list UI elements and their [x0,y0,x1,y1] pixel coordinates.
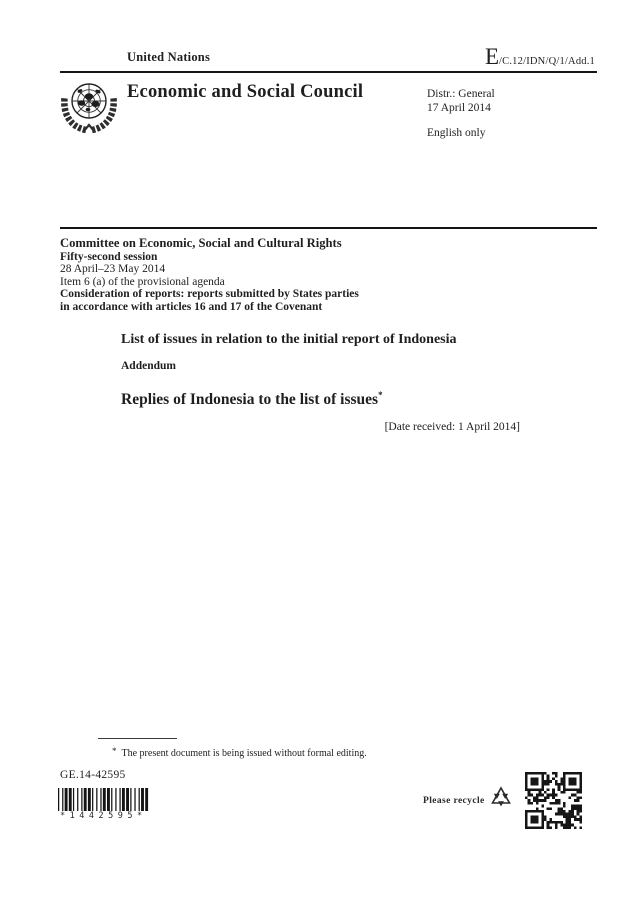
issue-date: 17 April 2014 [427,101,491,114]
document-title: List of issues in relation to the initial report of Indonesia [121,332,457,347]
recycle-note [423,783,514,809]
footnote-text: The present document is being issued without formal editing. [121,748,367,759]
document-symbol [485,44,595,70]
distribution-line: Distr.: General [427,88,495,100]
agenda-title-line1: Consideration of reports: reports submitted by States parties [60,288,359,301]
session-dates: 28 April–23 May 2014 [60,263,166,276]
agenda-item: Item 6 (a) of the provisional agenda [60,275,225,288]
footnote [112,746,367,759]
distribution-block [427,88,495,140]
addendum-label: Addendum [121,360,176,372]
org-name: United Nations [127,50,211,64]
footnote-separator [98,738,177,739]
session-name: Fifty-second session [60,251,158,263]
session-block [60,236,359,313]
footnote-reference-mark: * [378,390,383,400]
language-note: English only [427,126,486,139]
barcode-text: *1442595* [60,811,147,821]
subtitle-text: Replies of Indonesia to the list of issues [121,391,379,408]
recycle-label: Please recycle [423,795,485,806]
ge-number: GE.14-42595 [60,769,126,781]
committee-name: Committee on Economic, Social and Cultural Rights [60,236,342,250]
header-divider [60,71,597,73]
council-title: Economic and Social Council [127,82,364,102]
document-subtitle [121,390,383,409]
document-symbol-number: /C.12/IDN/Q/1/Add.1 [499,56,595,67]
un-emblem-icon [60,79,118,136]
agenda-title-line2: in accordance with articles 16 and 17 of the Covenant [60,300,323,313]
recycle-icon [488,783,514,809]
document-symbol-series: E [484,44,500,69]
barcode-bars-icon [58,788,162,811]
qr-code-icon [525,772,582,829]
footnote-marker: * [112,746,117,756]
section-divider [60,227,597,229]
date-received: [Date received: 1 April 2014] [384,421,520,433]
barcode [58,788,162,821]
